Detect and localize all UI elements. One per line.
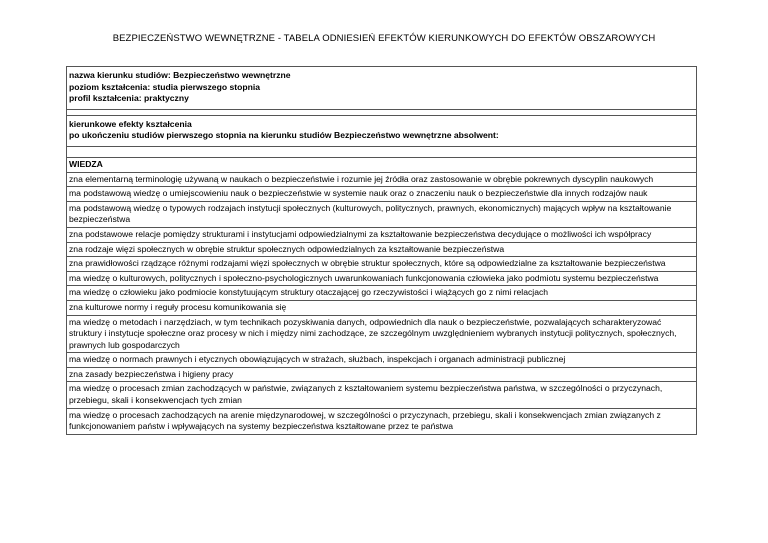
outcome-text: zna rodzaje więzi społecznych w obrębie struktur społecznych odpowiedzialnych za kształtowanie bezpieczeństwa bbox=[67, 242, 697, 257]
outcome-text: zna elementarną terminologię używaną w naukach o bezpieczeństwie i rozumie jej źródła oraz zastosowanie w obrębie pokrewnych dyscyplin naukowych bbox=[67, 172, 697, 187]
outcome-text: ma podstawową wiedzę o umiejscowieniu nauk o bezpieczeństwie w systemie nauk oraz o znaczeniu nauk o bezpieczeństwie dla innych rodzajów nauk bbox=[67, 187, 697, 202]
section-header-row bbox=[67, 157, 697, 172]
table-row bbox=[67, 300, 697, 315]
program-profile: profil kształcenia: praktyczny bbox=[69, 93, 189, 104]
outcome-text: ma podstawową wiedzę o typowych rodzajach instytucji społecznych (kulturowych, politycznych, prawnych, ekonomicznych) mających wpływ na kształtowanie bezpieczeństwa bbox=[67, 201, 697, 227]
table-row bbox=[67, 227, 697, 242]
table-row bbox=[67, 315, 697, 353]
outcome-text: ma wiedzę o metodach i narzędziach, w tym technikach pozyskiwania danych, odpowiednich dla nauk o bezpieczeństwie, pozwalających scharakteryzować struktury i instytucje społeczne oraz procesy w nich i między nimi zachodzące, ze szczególnym uwzględnieniem wybranych instytucji politycznych, społecznych, prawnych lub gospodarczych bbox=[67, 315, 697, 353]
outcome-text: zna zasady bezpieczeństwa i higieny pracy bbox=[67, 367, 697, 382]
table-row bbox=[67, 408, 697, 434]
intro-row bbox=[67, 115, 697, 146]
program-level: poziom kształcenia: studia pierwszego stopnia bbox=[69, 81, 261, 92]
program-info-row bbox=[67, 67, 697, 110]
table-row bbox=[67, 382, 697, 408]
outcome-text: ma wiedzę o normach prawnych i etycznych obowiązujących w strażach, służbach, inspekcjach i organach administracji publicznej bbox=[67, 353, 697, 368]
outcome-text: ma wiedzę o procesach zmian zachodzących w państwie, związanych z kształtowaniem systemu bezpieczeństwa państwa, w szczególności o przyczynach, przebiegu, skali i konsekwencjach tych zmian bbox=[67, 382, 697, 408]
table-row bbox=[67, 271, 697, 286]
intro-heading: kierunkowe efekty kształcenia bbox=[69, 118, 192, 129]
table-row bbox=[67, 257, 697, 272]
outcome-text: ma wiedzę o kulturowych, politycznych i społeczno-psychologicznych uwarunkowaniach funkcjonowania człowieka jako podmiotu systemu bezpieczeństwa bbox=[67, 271, 697, 286]
section-title: WIEDZA bbox=[67, 157, 697, 172]
table-row bbox=[67, 242, 697, 257]
spacer-row bbox=[67, 146, 697, 157]
table-row bbox=[67, 172, 697, 187]
outcome-text: ma wiedzę o człowieku jako podmiocie konstytuującym struktury otaczającej go rzeczywistości i wiążących go z nimi relacjach bbox=[67, 286, 697, 301]
outcome-text: ma wiedzę o procesach zachodzących na arenie międzynarodowej, w szczególności o przyczynach, przebiegu, skali i konsekwencjach zmian związanych z funkcjonowaniem państw i wpływających na systemy bezpieczeństwa kształtowane przez te państwa bbox=[67, 408, 697, 434]
table-row bbox=[67, 286, 697, 301]
outcome-text: zna kulturowe normy i reguły procesu komunikowania się bbox=[67, 300, 697, 315]
table-row bbox=[67, 367, 697, 382]
intro-text: po ukończeniu studiów pierwszego stopnia na kierunku studiów Bezpieczeństwo wewnętrzne absolwent: bbox=[69, 130, 499, 141]
page-title: BEZPIECZEŃSTWO WEWNĘTRZNE - TABELA ODNIESIEŃ EFEKTÓW KIERUNKOWYCH DO EFEKTÓW OBSZAROWYCH bbox=[112, 33, 656, 44]
outcome-text: zna prawidłowości rządzące różnymi rodzajami więzi społecznych w obrębie struktur społecznych, które są odpowiedzialne za kształtowanie bezpieczeństwa bbox=[67, 257, 697, 272]
outcomes-table bbox=[66, 66, 697, 435]
table-row bbox=[67, 201, 697, 227]
outcome-text: zna podstawowe relacje pomiędzy strukturami i instytucjami odpowiedzialnymi za kształtowanie bezpieczeństwa decydujące o możliwości ich współpracy bbox=[67, 227, 697, 242]
table-row bbox=[67, 187, 697, 202]
table-row bbox=[67, 353, 697, 368]
program-name: nazwa kierunku studiów: Bezpieczeństwo wewnętrzne bbox=[69, 70, 291, 80]
